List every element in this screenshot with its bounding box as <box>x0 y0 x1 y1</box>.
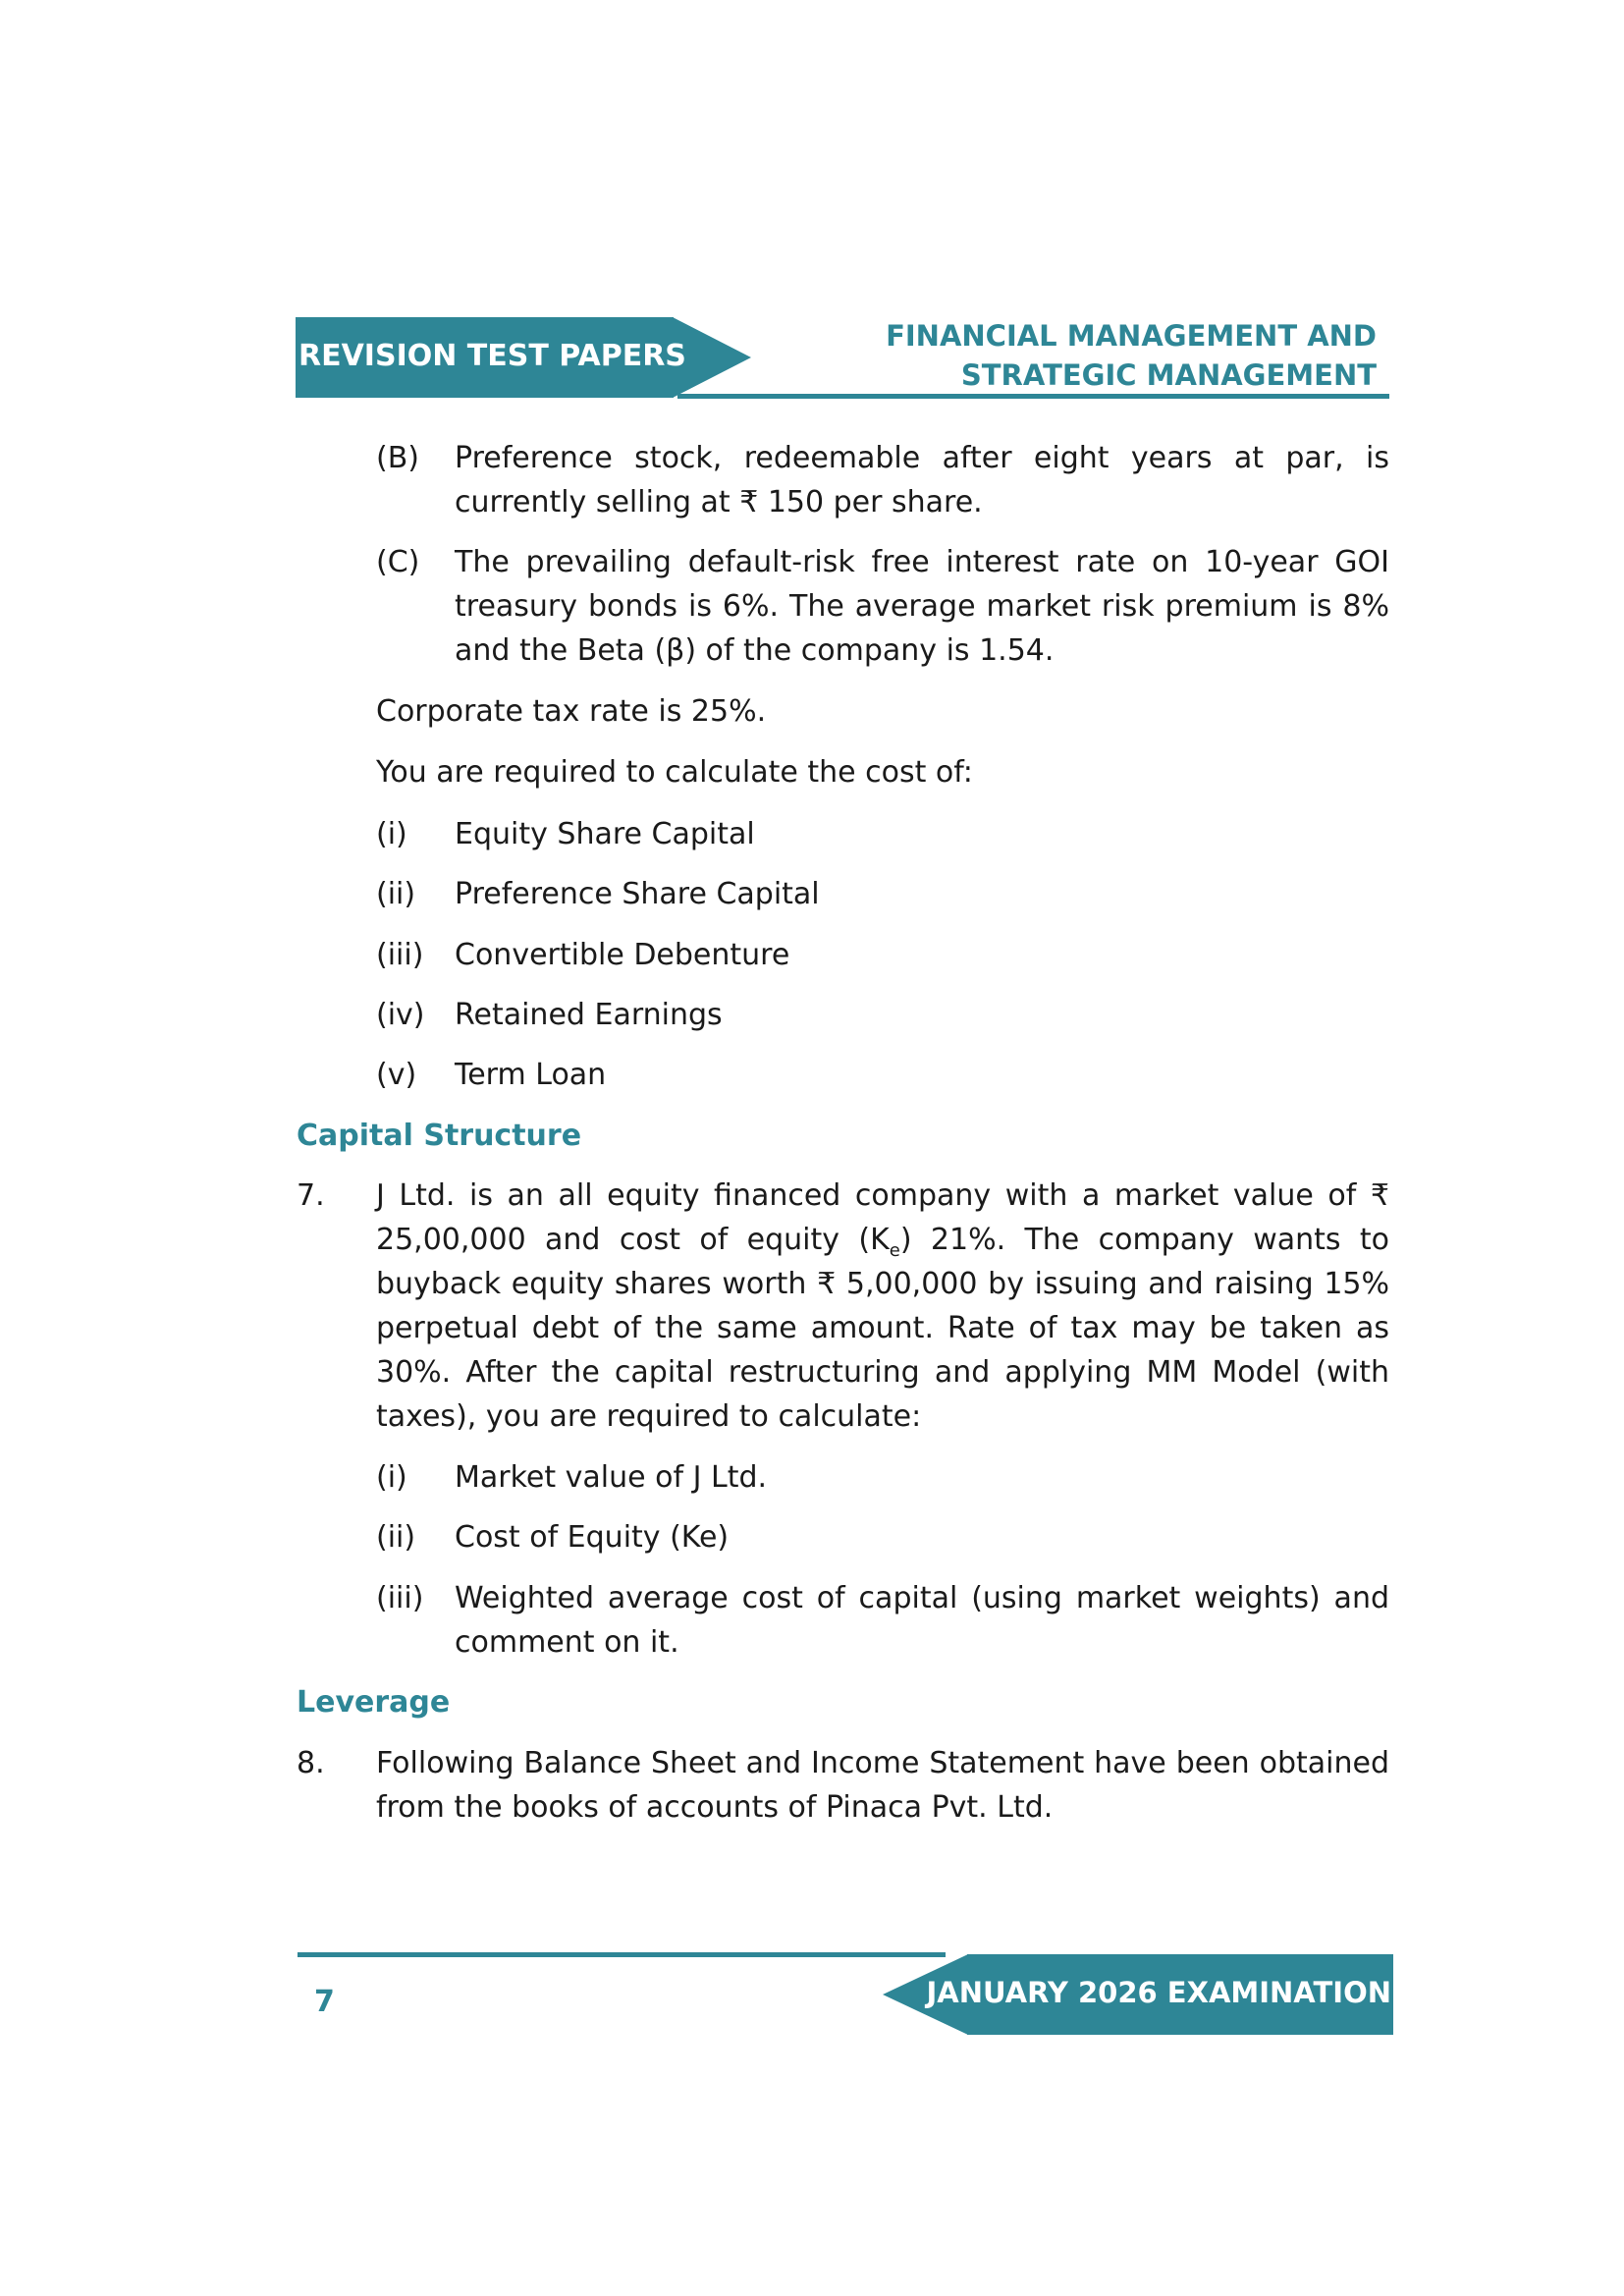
question-text: Following Balance Sheet and Income Statement have been obtained from the books of accounts of Pinaca Pvt. Ltd. <box>376 1746 1389 1825</box>
question-text <box>376 1174 1389 1439</box>
list-item: Weighted average cost of capital (using market weights) and comment on it. <box>455 1581 1389 1660</box>
section-heading-capital-structure: Capital Structure <box>297 1119 582 1153</box>
list-item: Convertible Debenture <box>455 938 790 972</box>
item-marker: (B) <box>376 441 419 475</box>
header-subject <box>886 316 1377 395</box>
subscript: e <box>889 1240 900 1261</box>
item-text: Preference stock, redeemable after eight years at par, is currently selling at ₹ 150 per share. <box>455 441 1389 519</box>
list-marker: (i) <box>376 1460 407 1495</box>
header-subject-line1: FINANCIAL MANAGEMENT AND <box>886 319 1377 353</box>
list-item: Retained Earnings <box>455 998 723 1032</box>
list-item: Term Loan <box>455 1058 607 1092</box>
list-marker: (v) <box>376 1058 417 1092</box>
page-number: 7 <box>314 1985 335 2019</box>
list-item: Cost of Equity (Ke) <box>455 1520 730 1555</box>
header-subject-line2: STRATEGIC MANAGEMENT <box>960 358 1377 392</box>
list-item: Preference Share Capital <box>455 877 820 911</box>
footer-exam-label: JANUARY 2026 EXAMINATION <box>926 1976 1391 2009</box>
list-marker: (ii) <box>376 1520 416 1555</box>
tax-rate-text: Corporate tax rate is 25%. <box>376 694 767 729</box>
list-item: Equity Share Capital <box>455 817 755 851</box>
section-heading-leverage: Leverage <box>297 1685 451 1720</box>
footer-rule <box>298 1952 946 1957</box>
item-marker: (C) <box>376 545 420 579</box>
required-text: You are required to calculate the cost of: <box>376 755 973 790</box>
list-marker: (iii) <box>376 1581 424 1615</box>
list-marker: (i) <box>376 817 407 851</box>
item-text: The prevailing default-risk free interest rate on 10-year GOI treasury bonds is 6%. The average market risk premium is 8% and the Beta (β) of the company is 1.54. <box>455 545 1389 668</box>
question-number: 7. <box>297 1178 325 1213</box>
question-text-part: ) 21%. The company wants to buyback equity shares worth ₹ 5,00,000 by issuing and raising 15% perpetual debt of the same amount. Rate of tax may be taken as 30%. After the capital restructuring and applying MM Model (with taxes), you are required to calculate: <box>376 1223 1390 1434</box>
list-marker: (ii) <box>376 877 416 911</box>
list-item: Market value of J Ltd. <box>455 1460 768 1495</box>
list-marker: (iv) <box>376 998 425 1032</box>
question-number: 8. <box>297 1746 325 1780</box>
list-marker: (iii) <box>376 938 424 972</box>
header-left-label: REVISION TEST PAPERS <box>298 339 686 373</box>
question-text-part: J Ltd. is an all equity financed company with a market value of ₹ 25,00,000 and cost of equity (K <box>376 1178 1389 1257</box>
